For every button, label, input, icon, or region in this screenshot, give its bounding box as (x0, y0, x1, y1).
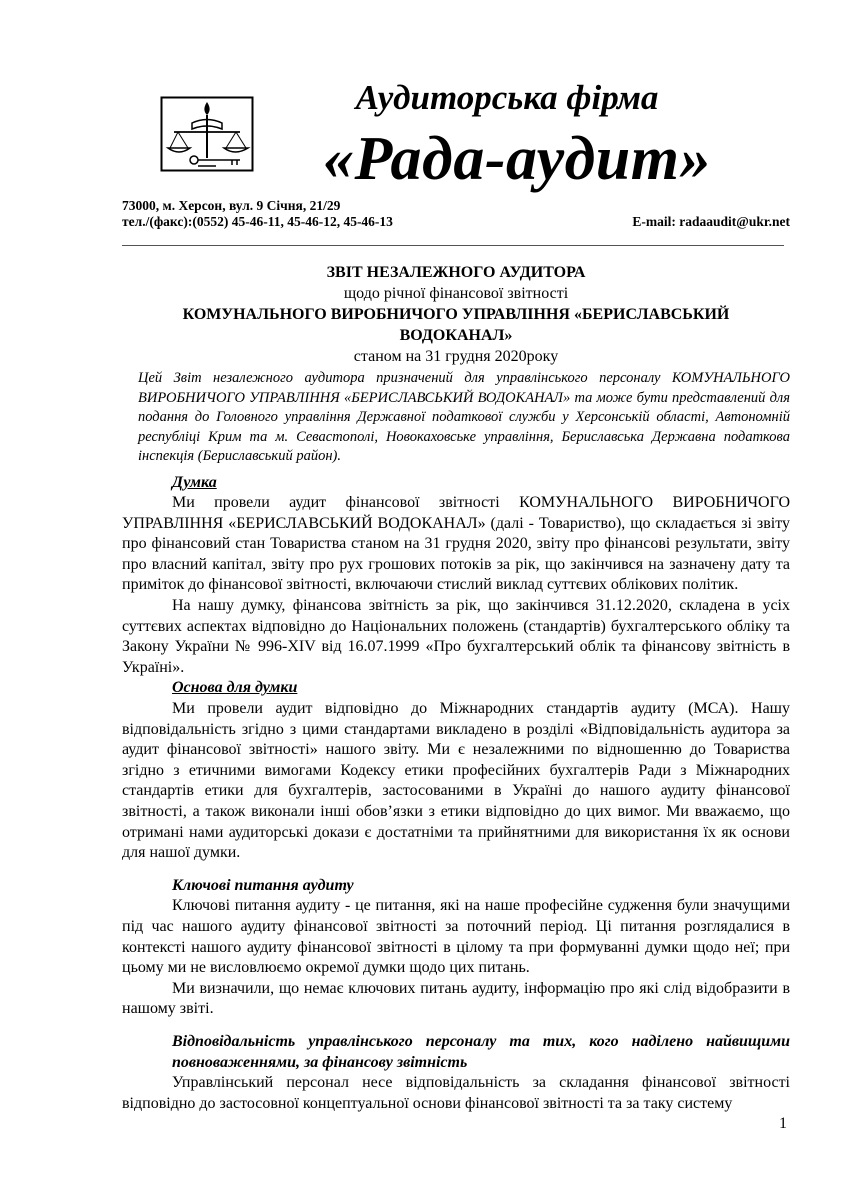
section-heading-basis: Основа для думки (172, 679, 298, 697)
firm-address (122, 198, 790, 214)
key-matters-paragraph-2: Ми визначили, що немає ключових питань аудиту, інформацію про які слід відобразити в нашому звіті. (122, 979, 790, 1018)
responsibility-paragraph-1: Управлінський персонал несе відповідальність за складання фінансової звітності відповідно до застосовної концептуальної основи фінансової звітності та за таку систему (122, 1074, 790, 1112)
section-heading-opinion: Думка (172, 473, 217, 491)
header-divider (122, 245, 784, 246)
email-text: E-mail: radaaudit@ukr.net (632, 214, 790, 229)
opinion-paragraph-2: На нашу думку, фінансова звітність за рік, що закінчився 31.12.2020, складена в усіх суттєвих аспектах відповідно до Національних положень (стандартів) бухгалтерського обліку та Закону України № 996-XIV від 16.07.1999 «Про бухгалтерський облік та фінансову звітність в Україні». (122, 597, 790, 676)
entity-name-line2: ВОДОКАНАЛ» (399, 327, 513, 344)
basis-paragraph-1: Ми провели аудит відповідно до Міжнародних стандартів аудиту (МСА). Нашу відповідальність згідно з цими стандартами викладено в розділі «Відповідальність аудитора за аудит фінансової звітності» нашого звіту. Ми є незалежними по відношенню до Товариства згідно з етичними вимогами Кодексу етики професійних бухгалтерів Ради з Міжнародних стандартів етики для бухгалтерів, застосованими в Україні до нашого аудиту фінансової звітності, а також виконали інші обов’язки з етики відповідно до цих вимог. Ми вважаємо, що отримані нами аудиторські докази є достатніми та прийнятними для використання їх як основи для нашої думки. (122, 700, 790, 862)
section-heading-key-matters: Ключові питання аудиту (172, 876, 354, 894)
report-body (122, 356, 790, 1114)
firm-type: Аудиторська фірма (355, 78, 659, 117)
page-number: 1 (779, 1115, 787, 1132)
report-title-block (122, 262, 790, 367)
entity-name-line1: КОМУНАЛЬНОГО ВИРОБНИЧОГО УПРАВЛІННЯ «БЕРИСЛАВСЬКИЙ (182, 306, 730, 323)
opinion-paragraph-1: Ми провели аудит фінансової звітності КОМУНАЛЬНОГО ВИРОБНИЧОГО УПРАВЛІННЯ «БЕРИСЛАВСЬКИЙ ВОДОКАНАЛ» (далі - Товариство), що складається зі звіту про фінансовий стан Товариства станом на 31 грудня 2020, звіту про фінансові результати, звіту про власний капітал, звіту про рух грошових потоків за рік, що закінчився на зазначену дату та приміток до фінансової звітності, включаючи стислий виклад суттєвих облікових політик. (122, 494, 790, 594)
key-matters-paragraph-1: Ключові питання аудиту - це питання, які на наше професійне судження були значущими під час нашого аудиту фінансової звітності за поточний період. Ці питання розглядалися в контексті нашого аудиту фінансової звітності в цілому та при формуванні думки щодо неї; при цьому ми не висловлюємо окремої думки щодо цих питань. (122, 897, 790, 977)
report-title: ЗВІТ НЕЗАЛЕЖНОГО АУДИТОРА (326, 264, 586, 281)
report-date: станом на 31 грудня 2020року (353, 348, 559, 365)
intro-paragraph: Цей Звіт незалежного аудитора призначений для управлінського персоналу КОМУНАЛЬНОГО ВИРОБНИЧОГО УПРАВЛІННЯ «БЕРИСЛАВСЬКИЙ ВОДОКАНАЛ» та може бути представлений для подання до Головного управління Державної податкової служби у Херсонській області, Автономній республіці Крим та м. Севастополі, Новокаховське управління, Бериславська Державна податкова інспекція (Бериславський район). (138, 370, 790, 464)
report-subtitle: щодо річної фінансової звітності (343, 285, 569, 302)
address-text: 73000, м. Херсон, вул. 9 Січня, 21/29 (122, 198, 341, 213)
phone-text: тел./(факс):(0552) 45-46-11, 45-46-12, 45-46-13 (122, 214, 393, 229)
firm-contacts (122, 214, 790, 230)
firm-name: «Рада-аудит» (323, 125, 711, 193)
section-heading-responsibility: Відповідальність управлінського персоналу та тих, кого наділено найвищими повноваженнями, за фінансову звітність (172, 1032, 790, 1071)
